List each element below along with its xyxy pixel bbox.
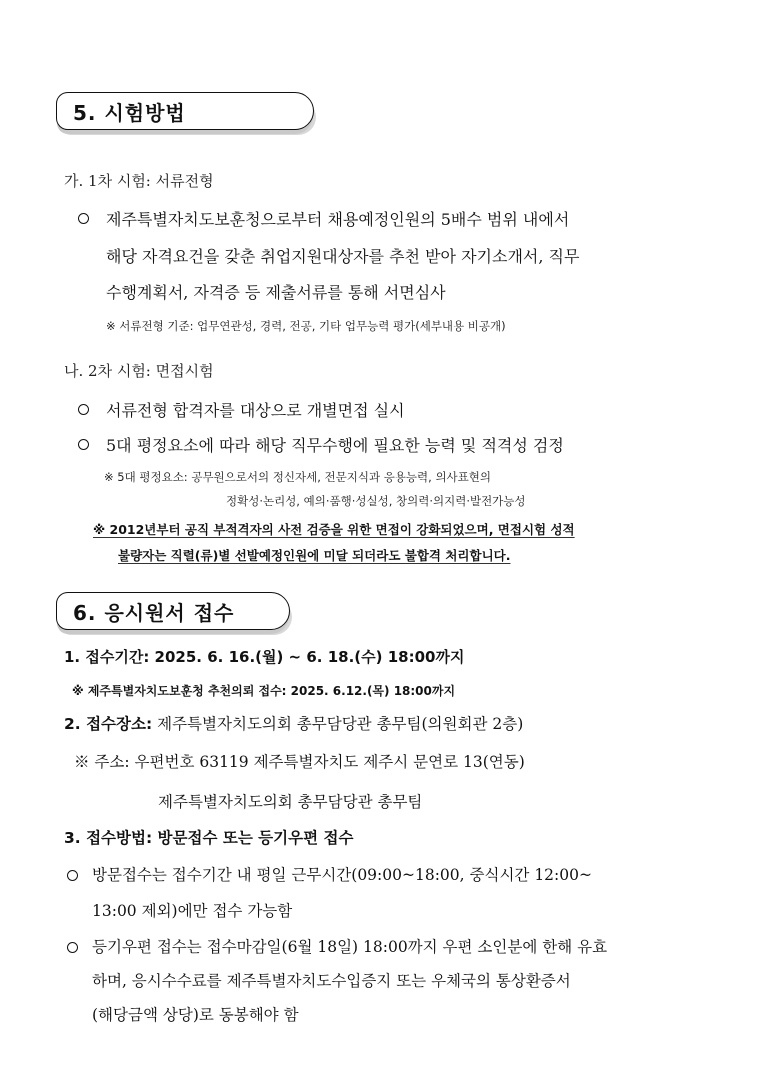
mail-application-line-2: 하며, 응시수수료를 제주특별자치도수입증지 또는 우체국의 통상환증서 — [92, 972, 571, 990]
circle-bullet-icon — [78, 404, 89, 415]
circle-bullet-icon — [67, 942, 78, 953]
circle-bullet-icon — [78, 439, 89, 450]
address-line-1: ※ 주소: 우편번호 63119 제주특별자치도 제주시 문연로 13(연동) — [74, 753, 525, 771]
evaluation-factors-note-1: ※ 5대 평정요소: 공무원으로서의 정신자세, 전문지식과 응용능력, 의사표현의 — [104, 470, 491, 484]
circle-bullet-icon — [78, 213, 89, 224]
application-place-label: 2. 접수장소: — [64, 715, 153, 733]
first-exam-line-3: 수행계획서, 자격증 등 제출서류를 통해 서면심사 — [106, 283, 446, 302]
first-exam-criteria-note: ※ 서류전형 기준: 업무연관성, 경력, 전공, 기타 업무능력 평가(세부내용 비공개) — [106, 319, 506, 333]
visit-application-line-1: 방문접수는 접수기간 내 평일 근무시간(09:00~18:00, 중식시간 12:00~ — [92, 866, 592, 884]
circle-bullet-icon — [67, 870, 78, 881]
application-place — [64, 712, 523, 734]
evaluation-factors-note-2: 정확성·논리성, 예의·품행·성실성, 창의력·의지력·발전가능성 — [226, 494, 526, 508]
section-6-heading — [56, 592, 290, 630]
second-exam-item-2: 5대 평정요소에 따라 해당 직무수행에 필요한 능력 및 적격성 검정 — [106, 436, 564, 455]
visit-application-line-2: 13:00 제외)에만 접수 가능함 — [92, 902, 293, 920]
mail-application-line-3: (해당금액 상당)로 동봉해야 함 — [92, 1006, 299, 1024]
recommendation-deadline-note: ※ 제주특별자치도보훈청 추천의뢰 접수: 2025. 6.12.(목) 18:00까지 — [72, 684, 456, 698]
first-exam-line-1: 제주특별자치도보훈청으로부터 채용예정인원의 5배수 범위 내에서 — [106, 210, 570, 229]
section-5-heading — [56, 92, 314, 130]
interview-warning-line-2: 불량자는 직렬(류)별 선발예정인원에 미달 되더라도 불합격 처리합니다. — [118, 548, 511, 563]
section-6-title: 6. 응시원서 접수 — [73, 600, 235, 625]
application-method: 3. 접수방법: 방문접수 또는 등기우편 접수 — [64, 829, 354, 847]
address-line-2: 제주특별자치도의회 총무담당관 총무팀 — [158, 793, 423, 811]
second-exam-item-1: 서류전형 합격자를 대상으로 개별면접 실시 — [106, 401, 405, 420]
second-exam-heading: 나. 2차 시험: 면접시험 — [64, 362, 214, 380]
first-exam-line-2: 해당 자격요건을 갖춘 취업지원대상자를 추천 받아 자기소개서, 직무 — [106, 247, 580, 266]
interview-warning-line-1: ※ 2012년부터 공직 부적격자의 사전 검증을 위한 면접이 강화되었으며, 면접시험 성적 — [93, 522, 575, 537]
mail-application-line-1: 등기우편 접수는 접수마감일(6월 18일) 18:00까지 우편 소인분에 한해 유효 — [92, 938, 608, 956]
first-exam-heading: 가. 1차 시험: 서류전형 — [64, 172, 214, 190]
application-period: 1. 접수기간: 2025. 6. 16.(월) ~ 6. 18.(수) 18:00까지 — [64, 648, 465, 666]
section-5-title: 5. 시험방법 — [73, 100, 186, 125]
application-place-value: 제주특별자치도의회 총무담당관 총무팀(의원회관 2층) — [157, 715, 524, 733]
